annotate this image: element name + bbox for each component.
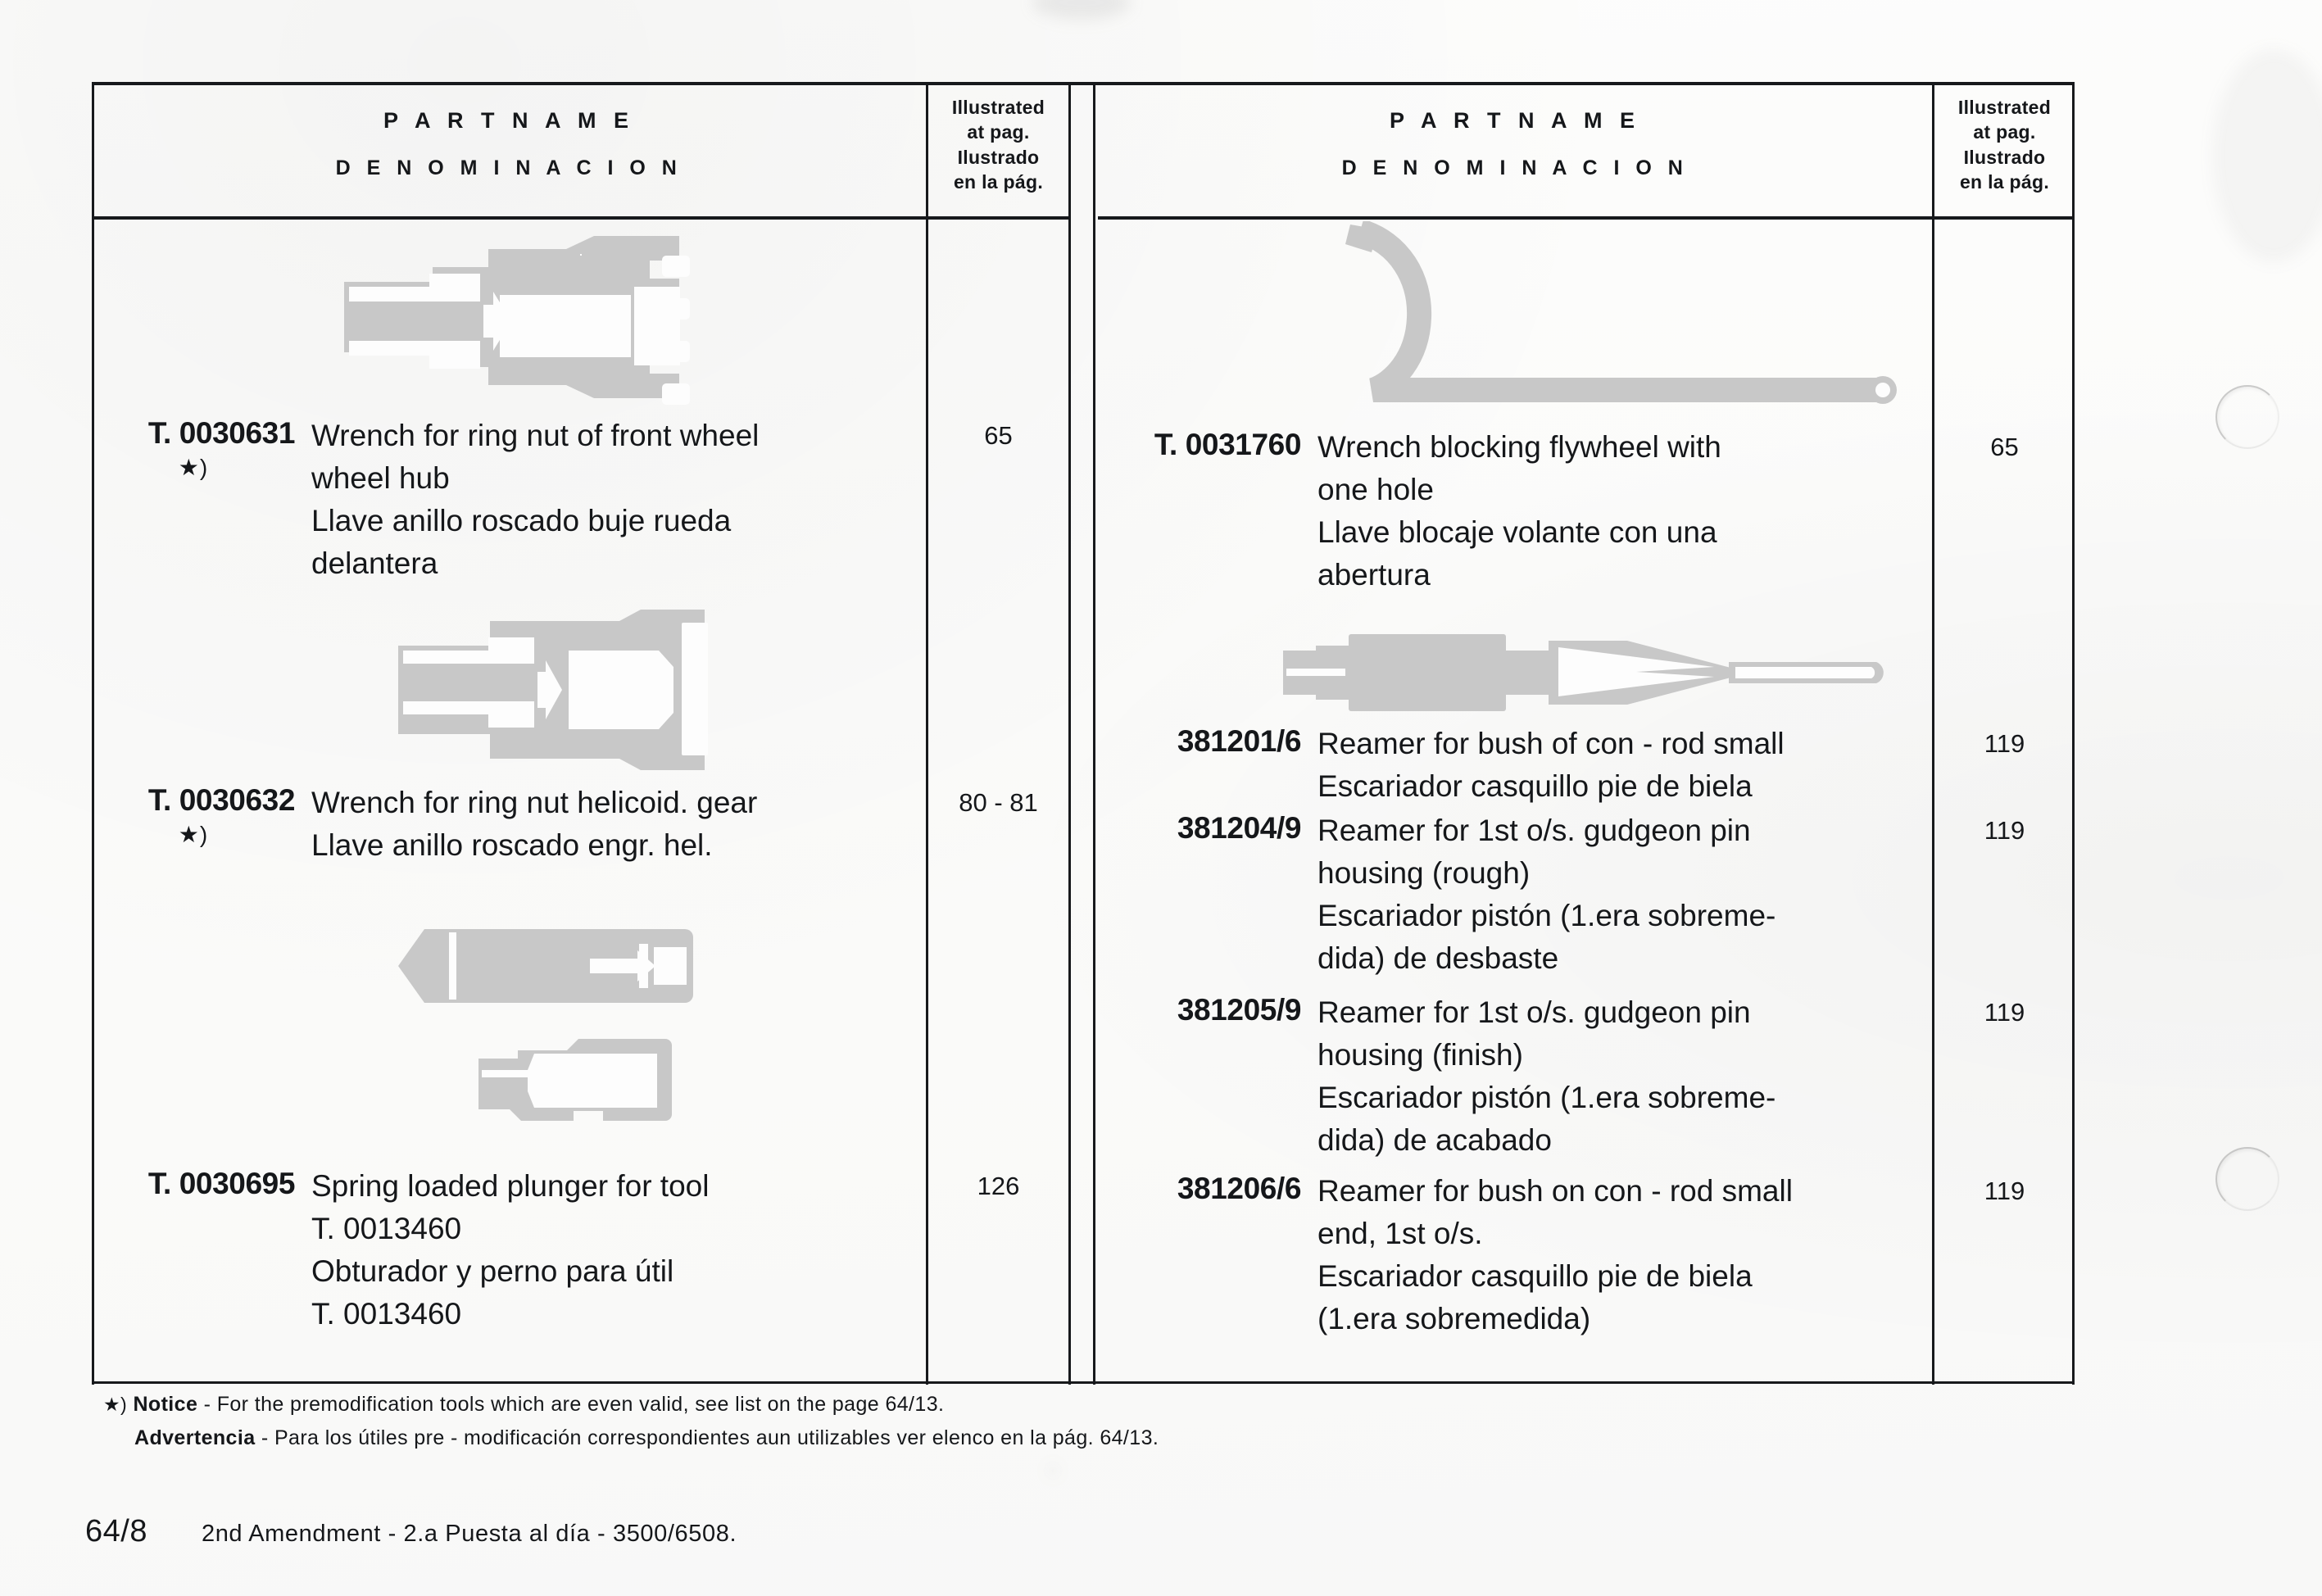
illustration-helicoid-gear-ring-nut-wrench bbox=[393, 608, 713, 772]
part-description bbox=[1317, 1170, 1925, 1341]
scan-speck-footnote bbox=[1047, 1463, 1059, 1478]
part-code: T. 0030631 bbox=[147, 416, 295, 450]
desc-line-en-1 bbox=[311, 1165, 919, 1208]
footnote-notice-label: Notice bbox=[133, 1393, 198, 1416]
page-ref-381201-6: 119 bbox=[1984, 729, 2025, 758]
illustration-front-wheel-ring-nut-wrench bbox=[338, 234, 690, 421]
left-part-name-header bbox=[92, 82, 926, 216]
desc-line-es-2: (1.era sobremedida) bbox=[1317, 1302, 1591, 1336]
part-code: 381204/9 bbox=[1177, 811, 1301, 845]
desc-line-en-2: end, 1st o/s. bbox=[1317, 1217, 1483, 1251]
part-code: 381205/9 bbox=[1177, 993, 1301, 1027]
part-description bbox=[1317, 809, 1925, 981]
part-code: 381201/6 bbox=[1177, 724, 1301, 758]
desc-line-en-1: Wrench for ring nut helicoid. gear bbox=[311, 786, 758, 819]
desc-line-es-2: delantera bbox=[311, 546, 438, 581]
right-header-page-ref-text bbox=[1934, 95, 2075, 194]
desc-text: Spring loaded plunger for tool bbox=[311, 1169, 710, 1203]
desc-line-es-2: abertura bbox=[1317, 558, 1431, 592]
binder-punch-hole-upper bbox=[2215, 385, 2279, 449]
scan-smudge-edge bbox=[2212, 49, 2322, 262]
desc-line-en-1: Reamer for bush on con - rod small bbox=[1317, 1174, 1793, 1208]
footnote-block bbox=[103, 1388, 1988, 1454]
part-description bbox=[1317, 426, 1925, 597]
part-description bbox=[311, 415, 919, 586]
page-footer bbox=[85, 1514, 737, 1549]
desc-line-es-2: dida) de desbaste bbox=[1317, 941, 1559, 976]
desc-line-es-1: Llave anillo roscado engr. hel. bbox=[311, 828, 713, 863]
left-header-part-name: P A R T N A M E bbox=[383, 108, 634, 133]
center-divider-rule-b bbox=[1093, 82, 1095, 1385]
desc-line-en-1 bbox=[1317, 991, 1925, 1034]
footnote-star-marker: ★) bbox=[103, 1394, 128, 1415]
amendment-note: 2nd Amendment - 2.a Puesta al día - 3500/6508. bbox=[201, 1521, 737, 1547]
hdr-en-la-pag: en la pág. bbox=[1959, 171, 2050, 193]
right-part-name-header bbox=[1098, 82, 1932, 216]
desc-line-en-1 bbox=[1317, 426, 1925, 469]
footnote-notice-line bbox=[103, 1388, 1988, 1421]
desc-text: Escariador pistón (1.era sobreme- bbox=[1317, 899, 1776, 933]
right-header-denominacion: D E N O M I N A C I O N bbox=[1341, 156, 1689, 179]
illustration-flywheel-blocking-hook-wrench bbox=[1303, 221, 1925, 426]
right-header-part-name: P A R T N A M E bbox=[1389, 108, 1640, 133]
desc-line-en-2: one hole bbox=[1317, 473, 1434, 507]
center-divider-rule-a bbox=[1068, 82, 1071, 1385]
footnote-advertencia-line bbox=[103, 1421, 1988, 1455]
desc-line-es-1 bbox=[1317, 895, 1925, 937]
page-ref-T0030695: 126 bbox=[977, 1172, 1020, 1200]
page-ref-381206-6: 119 bbox=[1984, 1177, 2025, 1205]
right-page-ref-header bbox=[1934, 82, 2075, 216]
desc-line-es-1: Llave anillo roscado buje rueda bbox=[311, 504, 732, 538]
parts-table bbox=[92, 82, 2075, 1385]
footnote-notice-text: - For the premodification tools which are even valid, see list on the page 64/13. bbox=[203, 1393, 945, 1416]
desc-line-es-2: T. 0013460 bbox=[311, 1297, 462, 1331]
scan-smudge-top bbox=[1032, 0, 1131, 20]
desc-line-es-1: Obturador y perno para útil bbox=[311, 1254, 674, 1289]
hdr-ilustrado: Ilustrado bbox=[957, 146, 1040, 168]
part-description bbox=[1317, 723, 1925, 808]
left-panel-body bbox=[92, 220, 1068, 1381]
desc-line-es-1 bbox=[1317, 1077, 1925, 1119]
hdr-at-pag: at pag. bbox=[1973, 121, 2036, 143]
desc-text: Escariador casquillo pie de biela bbox=[1317, 1259, 1753, 1294]
desc-line-en-2: housing (finish) bbox=[1317, 1038, 1523, 1072]
desc-line-en-1: Wrench for ring nut of front wheel bbox=[311, 419, 760, 452]
desc-line-en-2: housing (rough) bbox=[1317, 856, 1531, 891]
desc-text: Escariador pistón (1.era sobreme- bbox=[1317, 1081, 1776, 1115]
part-code: T. 0030632 bbox=[147, 783, 295, 817]
footnote-marker: ★) bbox=[178, 822, 209, 847]
desc-line-es-1 bbox=[1317, 1255, 1925, 1298]
page-ref-381204-9: 119 bbox=[1984, 816, 2025, 845]
page-ref-T0030631: 65 bbox=[984, 421, 1013, 450]
illustration-reamer bbox=[1280, 629, 1960, 728]
right-panel-body bbox=[1098, 220, 2075, 1381]
right-panel bbox=[1098, 82, 2075, 1385]
illustration-spring-loaded-plunger bbox=[393, 926, 721, 1163]
desc-line-es-1: Escariador casquillo pie de biela bbox=[1317, 769, 1753, 804]
desc-line-es-2: dida) de acabado bbox=[1317, 1123, 1552, 1158]
part-code: T. 0031760 bbox=[1154, 428, 1301, 461]
page-ref-T0030632: 80 - 81 bbox=[959, 788, 1038, 817]
left-header-denominacion: D E N O M I N A C I O N bbox=[335, 156, 683, 179]
desc-text: Llave blocaje volante con una bbox=[1317, 515, 1717, 550]
binder-punch-hole-lower bbox=[2215, 1147, 2279, 1211]
page-ref-T0031760: 65 bbox=[1990, 433, 2019, 461]
part-description bbox=[1317, 991, 1925, 1163]
page-ref-381205-9: 119 bbox=[1984, 998, 2025, 1027]
left-page-ref-header bbox=[928, 82, 1068, 216]
hdr-illustrated: Illustrated bbox=[1957, 97, 2052, 118]
part-code: T. 0030695 bbox=[147, 1167, 295, 1200]
desc-text: Reamer for 1st o/s. gudgeon pin bbox=[1317, 814, 1751, 847]
hdr-en-la-pag: en la pág. bbox=[953, 171, 1044, 193]
desc-line-en-2: T. 0013460 bbox=[311, 1212, 462, 1246]
desc-line-en-1 bbox=[1317, 809, 1925, 852]
footnote-advertencia-text: - Para los útiles pre - modificación correspondientes aun utilizables ver elenco en la pág. 64/13. bbox=[261, 1426, 1159, 1449]
footnote-marker: ★) bbox=[178, 455, 209, 480]
part-description bbox=[311, 1165, 919, 1336]
part-description bbox=[311, 782, 919, 867]
left-panel bbox=[92, 82, 1068, 1385]
desc-line-es-1 bbox=[1317, 511, 1925, 554]
part-code: 381206/6 bbox=[1177, 1172, 1301, 1205]
hdr-at-pag: at pag. bbox=[967, 121, 1030, 143]
footnote-advertencia-label: Advertencia bbox=[134, 1426, 256, 1449]
hdr-illustrated: Illustrated bbox=[951, 97, 1045, 118]
page-number: 64/8 bbox=[85, 1514, 147, 1548]
desc-text: Reamer for 1st o/s. gudgeon pin bbox=[1317, 995, 1751, 1029]
desc-text: Wrench blocking flywheel with bbox=[1317, 430, 1721, 464]
desc-line-en-2: wheel hub bbox=[311, 461, 450, 496]
hdr-ilustrado: Ilustrado bbox=[1963, 146, 2046, 168]
left-header-page-ref-text bbox=[928, 95, 1068, 194]
desc-line-en-1: Reamer for bush of con - rod small bbox=[1317, 727, 1785, 760]
